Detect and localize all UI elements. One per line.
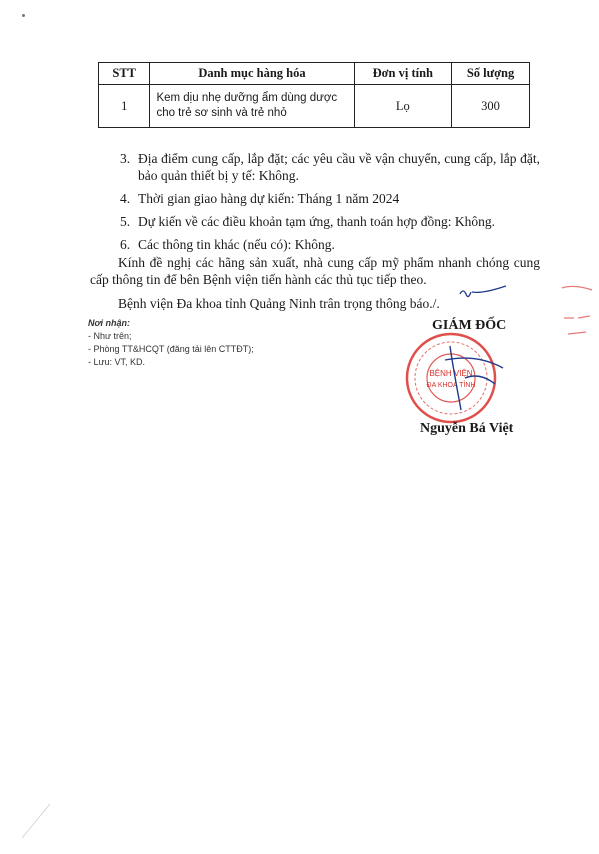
scan-mark	[20, 800, 60, 840]
item-text: Dự kiến về các điều khoản tạm ứng, thanh toán hợp đồng: Không.	[138, 214, 495, 229]
list-item	[120, 213, 540, 230]
cell-stt: 1	[99, 85, 150, 128]
recipient-item: - Lưu: VT, KD.	[88, 357, 146, 367]
cell-unit: Lọ	[354, 85, 452, 128]
signer-title: GIÁM ĐỐC	[432, 318, 507, 333]
item-number: 3.	[120, 151, 131, 166]
signer-name: Nguyễn Bá Việt	[420, 421, 514, 436]
numbered-list	[120, 150, 540, 259]
closing-line: Bệnh viện Đa khoa tỉnh Quảng Ninh trân trọng thông báo./.	[118, 296, 440, 311]
recipient-item: - Như trên;	[88, 331, 132, 341]
item-number: 6.	[120, 237, 131, 252]
header-stt: STT	[99, 63, 150, 85]
recipient-item: - Phòng TT&HCQT (đăng tải lên CTTĐT);	[88, 344, 254, 354]
header-quantity: Số lượng	[452, 63, 530, 85]
list-item	[120, 190, 540, 207]
item-text: Thời gian giao hàng dự kiến: Tháng 1 năm 2024	[138, 191, 400, 206]
header-goods: Danh mục hàng hóa	[150, 63, 354, 85]
list-item	[120, 236, 540, 253]
header-unit: Đơn vị tính	[354, 63, 452, 85]
list-item	[120, 150, 540, 184]
item-number: 5.	[120, 214, 131, 229]
recipients-title: Nơi nhận:	[88, 318, 131, 328]
item-text: Các thông tin khác (nếu có): Không.	[138, 237, 335, 252]
cell-goods-name: Kem dịu nhẹ dưỡng ẩm dùng dược cho trẻ sơ sinh và trẻ nhỏ	[150, 85, 354, 128]
table-header-row	[99, 63, 530, 85]
seal-text-1: BỆNH VIỆN	[429, 369, 473, 378]
initial-signature	[458, 284, 508, 304]
goods-table	[98, 62, 530, 128]
item-text: Địa điểm cung cấp, lắp đặt; các yêu cầu về vận chuyển, cung cấp, lắp đặt, bảo quản thiết bị y tế: Không.	[138, 151, 540, 183]
scan-speck	[22, 14, 25, 17]
request-paragraph: Kính đề nghị các hãng sản xuất, nhà cung cấp mỹ phẩm nhanh chóng cung cấp thông tin để bên Bệnh viện tiến hành các thủ tục tiếp theo.	[90, 255, 540, 287]
table-row	[99, 85, 530, 128]
recipients-block	[88, 317, 254, 369]
partial-stamp	[560, 282, 599, 352]
director-signature	[405, 338, 515, 418]
item-number: 4.	[120, 191, 131, 206]
cell-quantity: 300	[452, 85, 530, 128]
seal-text-2: ĐA KHOA TỈNH	[426, 382, 476, 389]
